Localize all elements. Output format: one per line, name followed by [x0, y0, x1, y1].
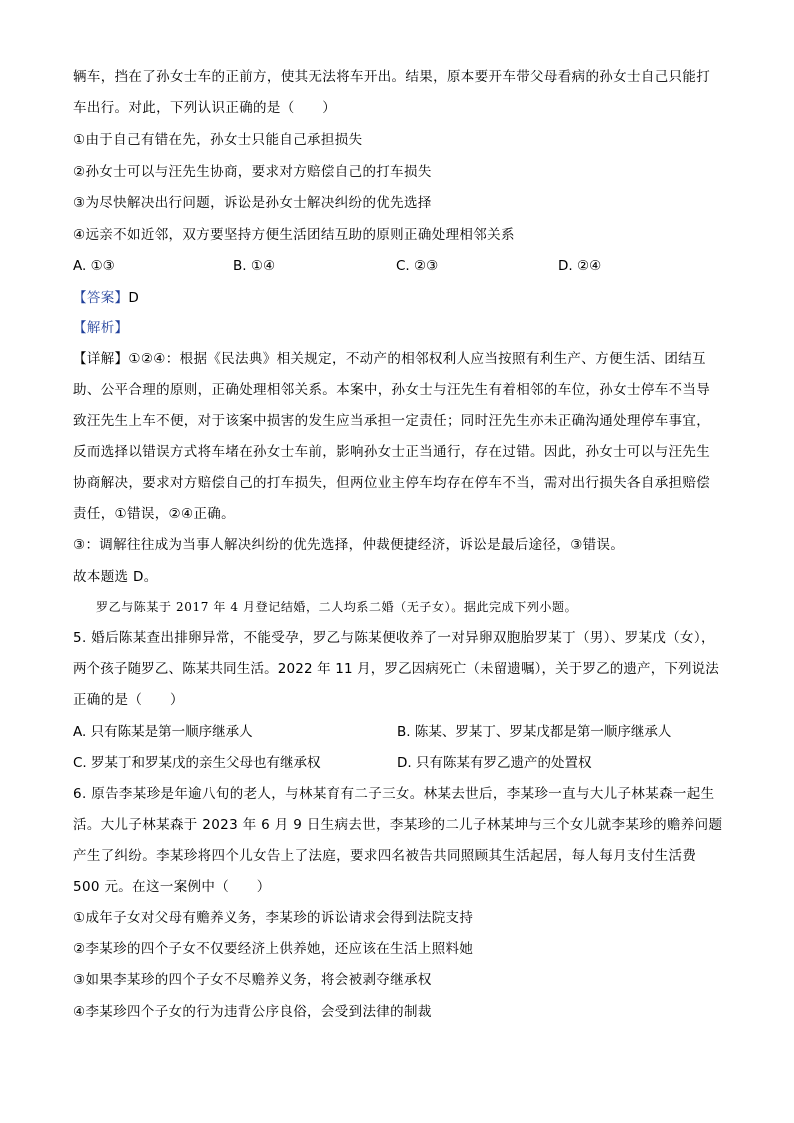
q5-option-d: D. 只有陈某有罗乙遗产的处置权 [397, 755, 592, 771]
q4-option-b: B. ①④ [233, 258, 276, 274]
detail-text-1: ①②④：根据《民法典》相关规定，不动产的相邻权利人应当按照有利生产、方便生活、团结互 [128, 351, 706, 367]
detail-line-7: ③：调解往往成为当事人解决纠纷的优先选择，仲裁便捷经济，诉讼是最后途径，③错误。 [73, 537, 625, 553]
answer-value: D [128, 290, 140, 306]
analysis-line [73, 318, 128, 338]
q6-stem-line-3: 产生了纠纷。李某珍将四个儿女告上了法庭，要求四名被告共同照顾其生活起居，每人每月支付生活费 [73, 848, 697, 864]
detail-tag: 【详解】 [73, 351, 129, 367]
q5-stem-line-3: 正确的是（ ） [73, 692, 184, 708]
q5-option-a: A. 只有陈某是第一顺序继承人 [73, 724, 253, 740]
group-intro: 罗乙与陈某于 2017 年 4 月登记结婚，二人均系二婚（无子女）。据此完成下列小题。 [96, 600, 578, 614]
detail-line-3: 致汪先生上车不便，对于该案中损害的发生应当承担一定责任；同时汪先生亦未正确沟通处理停车事宜， [73, 413, 711, 429]
q6-stem-line-1: 6. 原告李某珍是年逾八旬的老人，与林某育有二子三女。林某去世后，李某珍一直与大儿子林某森一起生 [73, 786, 715, 802]
q5-option-b: B. 陈某、罗某丁、罗某戊都是第一顺序继承人 [397, 724, 672, 740]
answer-tag: 【答案】 [73, 290, 129, 306]
conclusion-line: 故本题选 D。 [73, 569, 158, 585]
q6-statement-3: ③如果李某珍的四个子女不尽赡养义务，将会被剥夺继承权 [73, 972, 432, 988]
q4-stem-line-1: 辆车，挡在了孙女士车的正前方，使其无法将车开出。结果，原本要开车带父母看病的孙女士自己只能打 [73, 69, 711, 85]
detail-line-2: 助、公平合理的原则，正确处理相邻关系。本案中，孙女士与汪先生有着相邻的车位，孙女士停车不当导 [73, 382, 711, 398]
detail-line-1 [73, 349, 706, 369]
q5-stem-line-1: 5. 婚后陈某查出排卵异常，不能受孕，罗乙与陈某便收养了一对异卵双胞胎罗某丁（男）、罗某戊（女）， [73, 630, 715, 646]
q6-statement-1: ①成年子女对父母有赡养义务，李某珍的诉讼请求会得到法院支持 [73, 910, 474, 926]
answer-line [73, 288, 139, 308]
q6-stem-line-4: 500 元。在这一案例中（ ） [73, 879, 271, 895]
analysis-tag: 【解析】 [73, 320, 129, 336]
q4-statement-3: ③为尽快解决出行问题，诉讼是孙女士解决纠纷的优先选择 [73, 195, 432, 211]
q4-statement-2: ②孙女士可以与汪先生协商，要求对方赔偿自己的打车损失 [73, 164, 432, 180]
q6-stem-line-2: 活。大儿子林某森于 2023 年 6 月 9 日生病去世，李某珍的二儿子林某坤与三个女儿就李某珍的赡养问题 [73, 817, 723, 833]
q4-statement-1: ①由于自己有错在先，孙女士只能自己承担损失 [73, 132, 363, 148]
detail-line-5: 协商解决，要求对方赔偿自己的打车损失，但两位业主停车均存在停车不当，需对出行损失各自承担赔偿 [73, 475, 711, 491]
q4-option-d: D. ②④ [558, 258, 602, 274]
q5-stem-line-2: 两个孩子随罗乙、陈某共同生活。2022 年 11 月，罗乙因病死亡（未留遗嘱），关于罗乙的遗产，下列说法 [73, 661, 719, 677]
q6-statement-2: ②李某珍的四个子女不仅要经济上供养她，还应该在生活上照料她 [73, 941, 474, 957]
detail-line-6: 责任，①错误，②④正确。 [73, 506, 236, 522]
q4-stem-line-2: 车出行。对此，下列认识正确的是（ ） [73, 100, 337, 116]
detail-line-4: 反而选择以错误方式将车堵在孙女士车前，影响孙女士正当通行，存在过错。因此，孙女士可以与汪先生 [73, 444, 711, 460]
q4-statement-4: ④远亲不如近邻，双方要坚持方便生活团结互助的原则正确处理相邻关系 [73, 227, 515, 243]
q4-option-a: A. ①③ [73, 258, 115, 274]
q4-option-c: C. ②③ [396, 258, 439, 274]
q5-option-c: C. 罗某丁和罗某戊的亲生父母也有继承权 [73, 755, 321, 771]
q6-statement-4: ④李某珍四个子女的行为违背公序良俗，会受到法律的制裁 [73, 1004, 432, 1020]
